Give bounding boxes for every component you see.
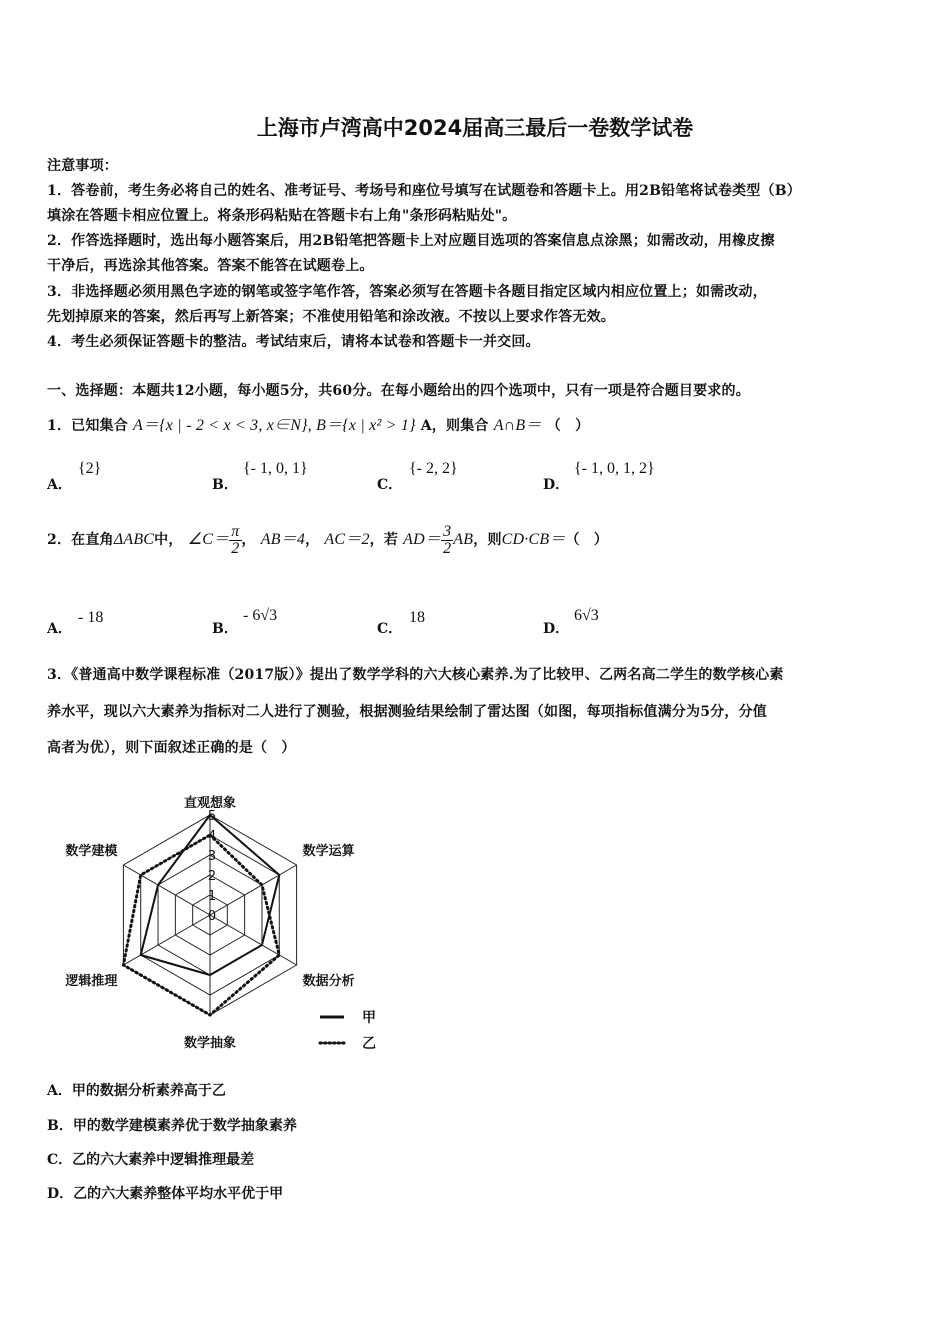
q2-option-d-value: 6√3 [574, 607, 599, 624]
q2-option-d-label: D． [543, 621, 570, 637]
q2-two: 2 [231, 539, 240, 557]
q2-comma: ， [241, 532, 256, 548]
legend-label-yi: 乙 [362, 1036, 376, 1052]
q1-option-b-label: B． [212, 477, 238, 493]
q2-ac: AC＝2 [324, 531, 370, 548]
legend-label-jia: 甲 [362, 1010, 376, 1026]
q1-option-a-label: A． [47, 477, 72, 493]
radar-legend [320, 1010, 376, 1052]
q2-fraction [441, 524, 453, 557]
q2-ab: AB＝4 [260, 531, 306, 548]
q3-line: 高者为优），则下面叙述正确的是（ ） [47, 740, 296, 756]
page-title: 上海市卢湾高中2024届高三最后一卷数学试卷 [256, 116, 694, 140]
q1-prefix: 1．已知集合 [47, 418, 128, 434]
notice-line: 填涂在答题卡相应位置上。将条形码粘贴在答题卡右上角"条形码粘贴处"。 [47, 208, 517, 224]
radar-axis-label: 逻辑推理 [65, 974, 118, 989]
q1-option-b-value: {- 1, 0, 1} [243, 460, 308, 477]
q2-option-c-label: C． [377, 621, 403, 637]
q1-sets: A＝{x | - 2 < x < 3, x∈N}, B＝{x | x² > 1} [133, 417, 416, 434]
radar-tick-label: 1 [207, 889, 217, 904]
notice-line: 3．非选择题必须用黑色字迹的钢笔或签字笔作答，答案必须写在答题卡各题目指定区域内相应位置上；如需改动， [47, 284, 767, 300]
q2-ad: AD＝ [403, 531, 442, 548]
radar-axis-label: 数据分析 [302, 974, 355, 989]
radar-series [123, 815, 279, 1015]
q2-mid: 中， [154, 532, 183, 548]
radar-tick-label: 0 [207, 909, 217, 924]
radar-axis-line [123, 915, 210, 965]
q2-paren: （ ） [565, 532, 609, 548]
radar-axis-label: 直观想象 [183, 796, 237, 811]
notice-line: 先划掉原来的答案，然后再写上新答案；不准使用铅笔和涂改液。不按以上要求作答无效。 [47, 309, 615, 325]
q2-option-b-value: - 6√3 [243, 607, 278, 624]
radar-tick-label: 4 [207, 829, 217, 844]
q3-line: 养水平，现以六大素养为指标对二人进行了测验，根据测验结果绘制了雷达图（如图，每项指标值满分为5分，分值 [47, 704, 767, 720]
q1-option-c-label: C． [377, 477, 403, 493]
q1-paren: （ ） [546, 418, 590, 434]
q2-ruo: ，若 [369, 532, 399, 548]
q2-pi: π [231, 522, 240, 540]
q2-dot: CD·CB＝ [501, 531, 566, 548]
q3-choice-b: B．甲的数学建模素养优于数学抽象素养 [47, 1118, 297, 1134]
notice-line: 4．考生必须保证答题卡的整洁。考试结束后，请将本试卷和答题卡一并交回。 [47, 334, 540, 350]
radar-tick-label: 3 [207, 849, 217, 864]
notice-heading: 注意事项： [47, 158, 118, 174]
q1-option-d-label: D． [543, 477, 570, 493]
question-2 [47, 522, 608, 558]
q3-choice-c: C．乙的六大素养中逻辑推理最差 [47, 1152, 255, 1168]
q3-choice-d: D．乙的六大素养整体平均水平优于甲 [47, 1186, 284, 1202]
q2-option-b-label: B． [212, 621, 238, 637]
q1-option-c-value: {- 2, 2} [409, 460, 458, 477]
q1-option-d-value: {- 1, 0, 1, 2} [574, 460, 655, 477]
q2-three: 3 [443, 522, 452, 540]
radar-tick-label: 2 [207, 869, 217, 884]
notice-line: 1．答卷前，考生务必将自己的姓名、准考证号、考场号和座位号填写在试题卷和答题卡上。用2B铅笔将试卷类型（B） [47, 183, 801, 199]
radar-axis-label: 数学抽象 [183, 1036, 237, 1051]
q2-option-a-value: - 18 [78, 609, 104, 626]
section-heading: 一、选择题：本题共12小题，每小题5分，共60分。在每小题给出的四个选项中，只有一项是符合题目要求的。 [47, 383, 750, 399]
q2-triangle: ΔABC [113, 531, 155, 548]
q2-ze: ，则 [473, 532, 502, 548]
radar-tick-label: 5 [207, 809, 217, 824]
radar-axis-label: 数学建模 [65, 844, 118, 859]
q2-two2: 2 [443, 539, 452, 557]
notice-line: 2．作答选择题时，选出每小题答案后，用2B铅笔把答题卡上对应题目选项的答案信息点涂黑；如需改动，用橡皮擦 [47, 233, 775, 249]
q2-comma: ， [305, 532, 320, 548]
q1-option-a-value: {2} [78, 460, 102, 477]
q2-ab-vector: AB [453, 531, 474, 548]
q2-option-a-label: A． [47, 621, 72, 637]
notice-line: 干净后，再选涂其他答案。答案不能答在试题卷上。 [47, 258, 374, 274]
radar-axis-line [207, 865, 297, 915]
q2-angle: ∠C＝ [187, 531, 230, 548]
q1-expr: A∩B＝ [493, 417, 542, 434]
q2-prefix: 2．在直角 [47, 532, 114, 548]
radar-axis-label: 数学运算 [302, 844, 355, 859]
radar-chart [40, 775, 400, 1065]
radar-axis-line [210, 915, 297, 965]
q2-option-c-value: 18 [409, 609, 425, 626]
q3-choice-a: A．甲的数据分析素养高于乙 [47, 1083, 226, 1099]
question-1 [47, 412, 589, 435]
q1-suffix: A，则集合 [420, 418, 489, 434]
q2-fraction-pi [229, 524, 241, 557]
q3-line: 3．《普通高中数学课程标准（2017版）》提出了数学学科的六大核心素养.为了比较甲、乙两名高二学生的数学核心素 [47, 667, 784, 683]
